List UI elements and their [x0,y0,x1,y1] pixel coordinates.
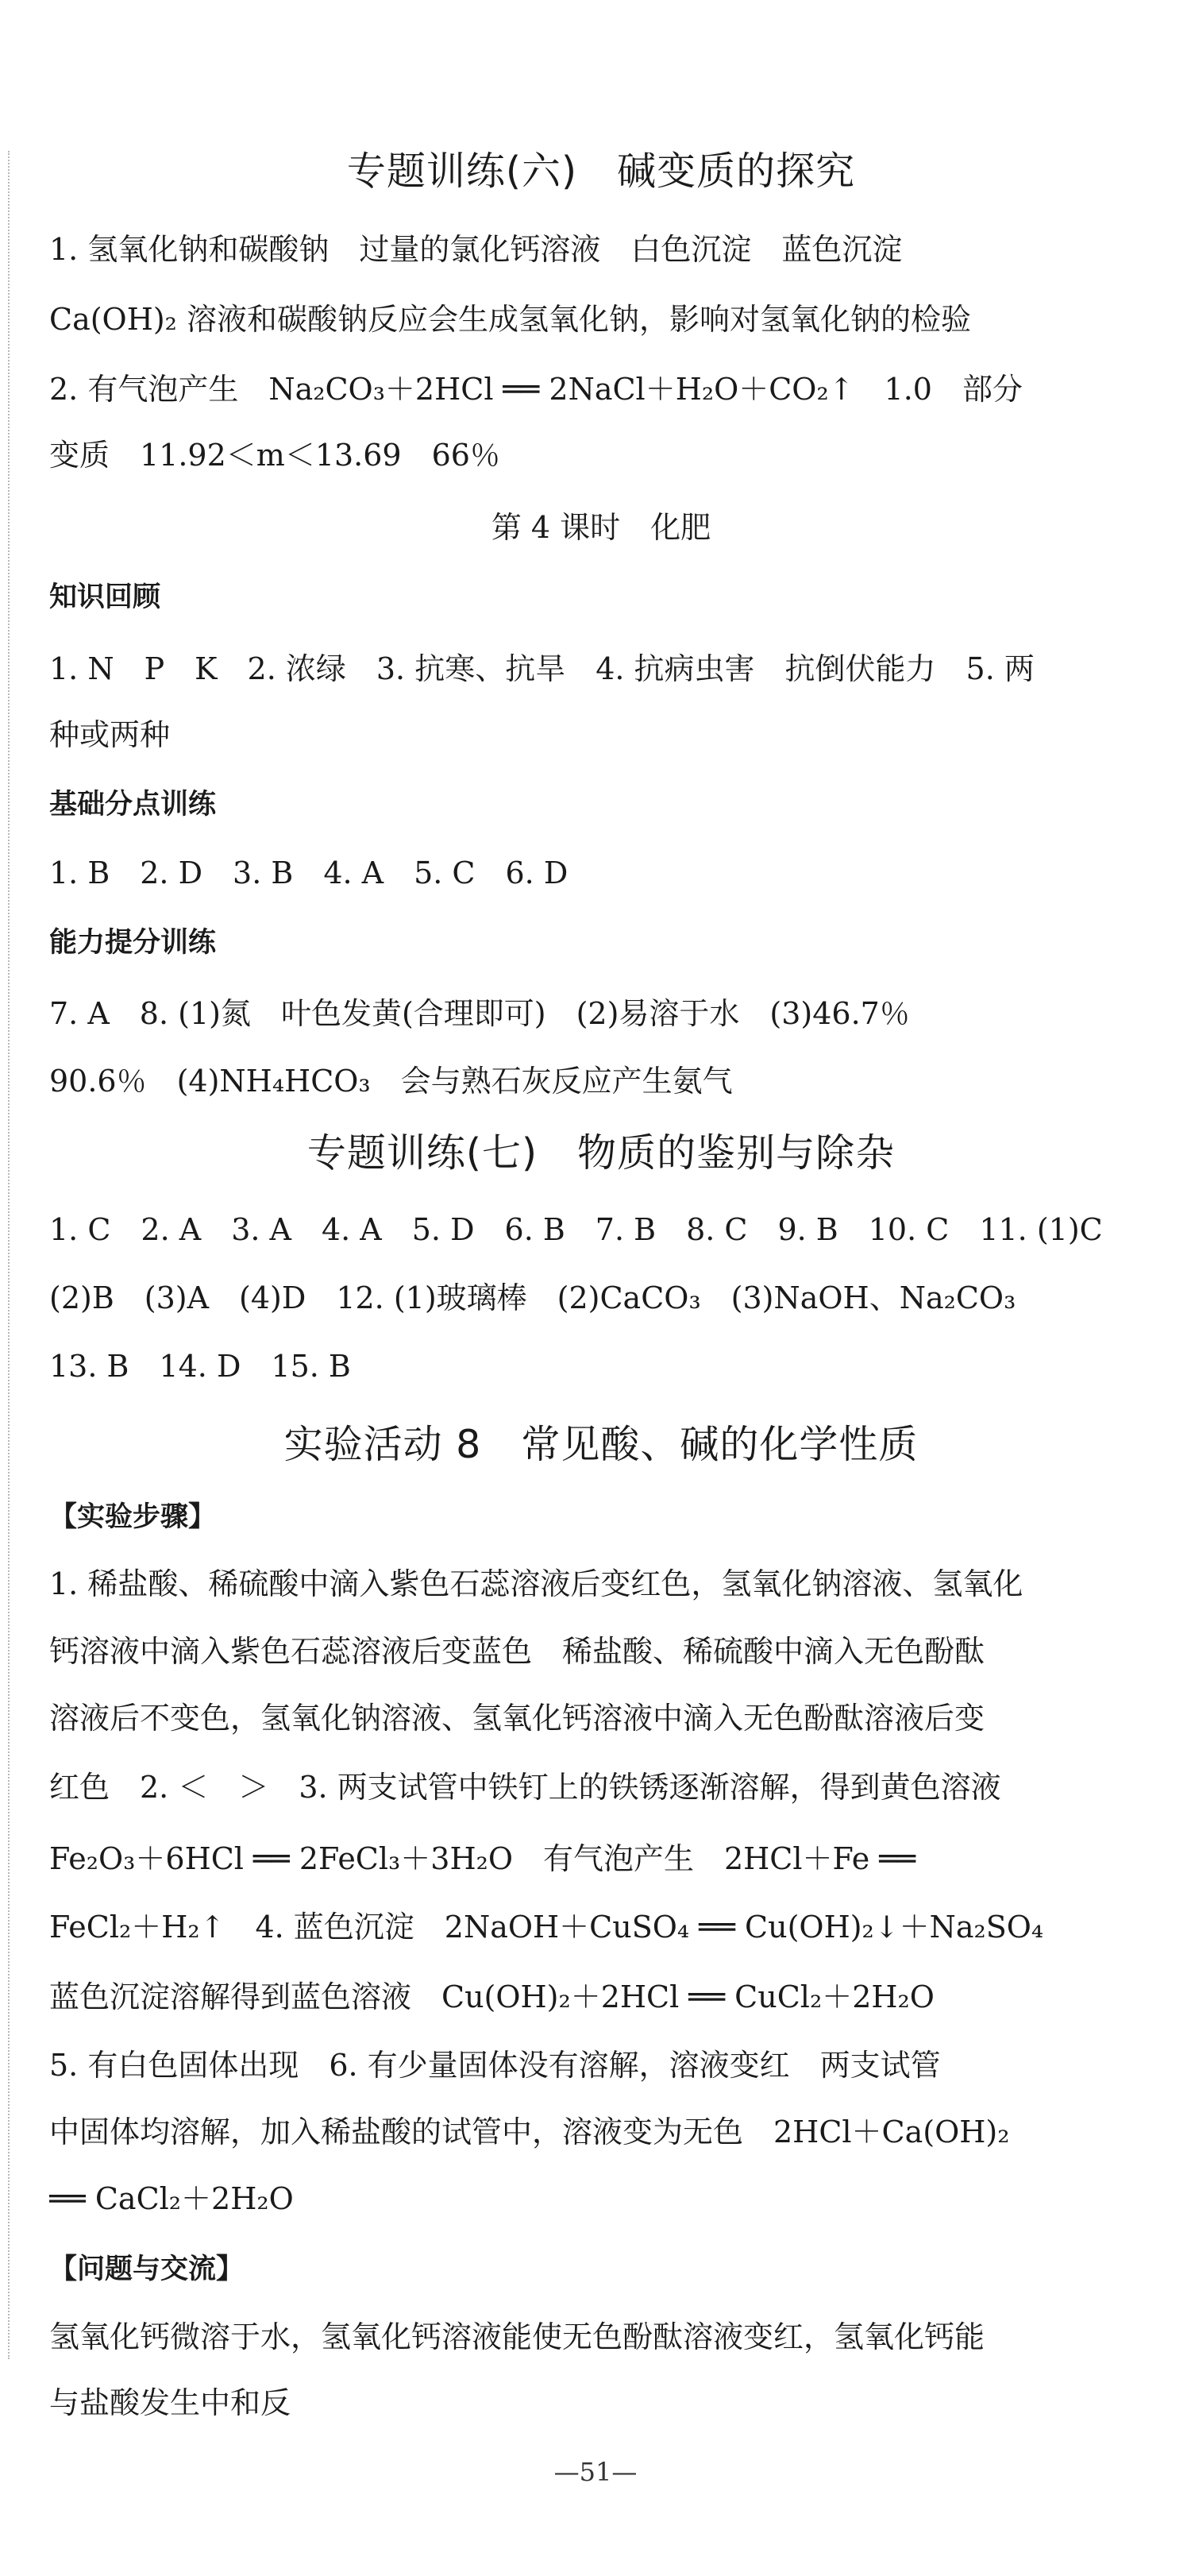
answer-line: 2. 有气泡产生 Na₂CO₃＋2HCl ══ 2NaCl＋H₂O＋CO₂↑ 1.0 部分 [49,372,1023,407]
answer-line: 种或两种 [49,717,171,752]
answer-line: 1. B 2. D 3. B 4. A 5. C 6. D [49,855,569,890]
answer-line: FeCl₂＋H₂↑ 4. 蓝色沉淀 2NaOH＋CuSO₄ ══ Cu(OH)₂↓＋Na₂SO₄ [49,1910,1044,1945]
page-number: —51— [553,2457,638,2487]
answer-line: 中固体均溶解，加入稀盐酸的试管中，溶液变为无色 2HCl＋Ca(OH)₂ [49,2114,1010,2149]
answer-line: 90.6％ (4)NH₄HCO₃ 会与熟石灰反应产生氨气 [49,1064,733,1099]
binding-margin-line [8,151,10,2359]
answer-line: 5. 有白色固体出现 6. 有少量固体没有溶解，溶液变红 两支试管 [49,2048,941,2083]
subsection-heading: 知识回顾 [49,581,161,613]
answer-line: Ca(OH)₂ 溶液和碳酸钠反应会生成氢氧化钠，影响对氢氧化钠的检验 [49,302,971,337]
answer-line: 蓝色沉淀溶解得到蓝色溶液 Cu(OH)₂＋2HCl ══ CuCl₂＋2H₂O [49,1979,935,2014]
subsection-heading: 基础分点训练 [49,789,217,821]
answer-line: 钙溶液中滴入紫色石蕊溶液后变蓝色 稀盐酸、稀硫酸中滴入无色酚酞 [49,1634,985,1669]
lesson-title: 第 4 课时 化肥 [491,510,711,545]
section-title-topic-7: 专题训练(七) 物质的鉴别与除杂 [306,1130,896,1176]
answer-line: 氢氧化钙微溶于水，氢氧化钙溶液能使无色酚酞溶液变红，氢氧化钙能 [49,2319,985,2354]
subsection-heading: 能力提分训练 [49,927,217,959]
answer-line: ══ CaCl₂＋2H₂O [49,2181,294,2216]
answer-line: 1. 稀盐酸、稀硫酸中滴入紫色石蕊溶液后变红色，氢氧化钠溶液、氢氧化 [49,1566,1023,1601]
answer-line: 1. 氢氧化钠和碳酸钠 过量的氯化钙溶液 白色沉淀 蓝色沉淀 [49,232,903,267]
answer-line: 变质 11.92＜m＜13.69 66％ [49,438,500,473]
section-title-experiment-8: 实验活动 8 常见酸、碱的化学性质 [283,1422,919,1467]
answer-line: Fe₂O₃＋6HCl ══ 2FeCl₃＋3H₂O 有气泡产生 2HCl＋Fe ══ [49,1841,916,1876]
section-title-topic-6: 专题训练(六) 碱变质的探究 [346,149,856,194]
subsection-heading: 【问题与交流】 [49,2254,245,2285]
answer-line: 红色 2. ＜ ＞ 3. 两支试管中铁钉上的铁锈逐渐溶解，得到黄色溶液 [49,1770,1001,1805]
answer-line: 1. C 2. A 3. A 4. A 5. D 6. B 7. B 8. C 9. B 10. C 11. (1)C [49,1212,1103,1247]
answer-line: 13. B 14. D 15. B [49,1349,351,1384]
answer-line: 1. N P K 2. 浓绿 3. 抗寒、抗旱 4. 抗病虫害 抗倒伏能力 5. 两 [49,651,1035,686]
subsection-heading: 【实验步骤】 [49,1501,217,1533]
answer-line: 溶液后不变色，氢氧化钠溶液、氢氧化钙溶液中滴入无色酚酞溶液后变 [49,1701,985,1736]
answer-line: 与盐酸发生中和反 [49,2385,291,2420]
answer-line: (2)B (3)A (4)D 12. (1)玻璃棒 (2)CaCO₃ (3)NaOH、Na₂CO₃ [49,1280,1016,1315]
answer-line: 7. A 8. (1)氮 叶色发黄(合理即可) (2)易溶于水 (3)46.7％ [49,996,910,1031]
